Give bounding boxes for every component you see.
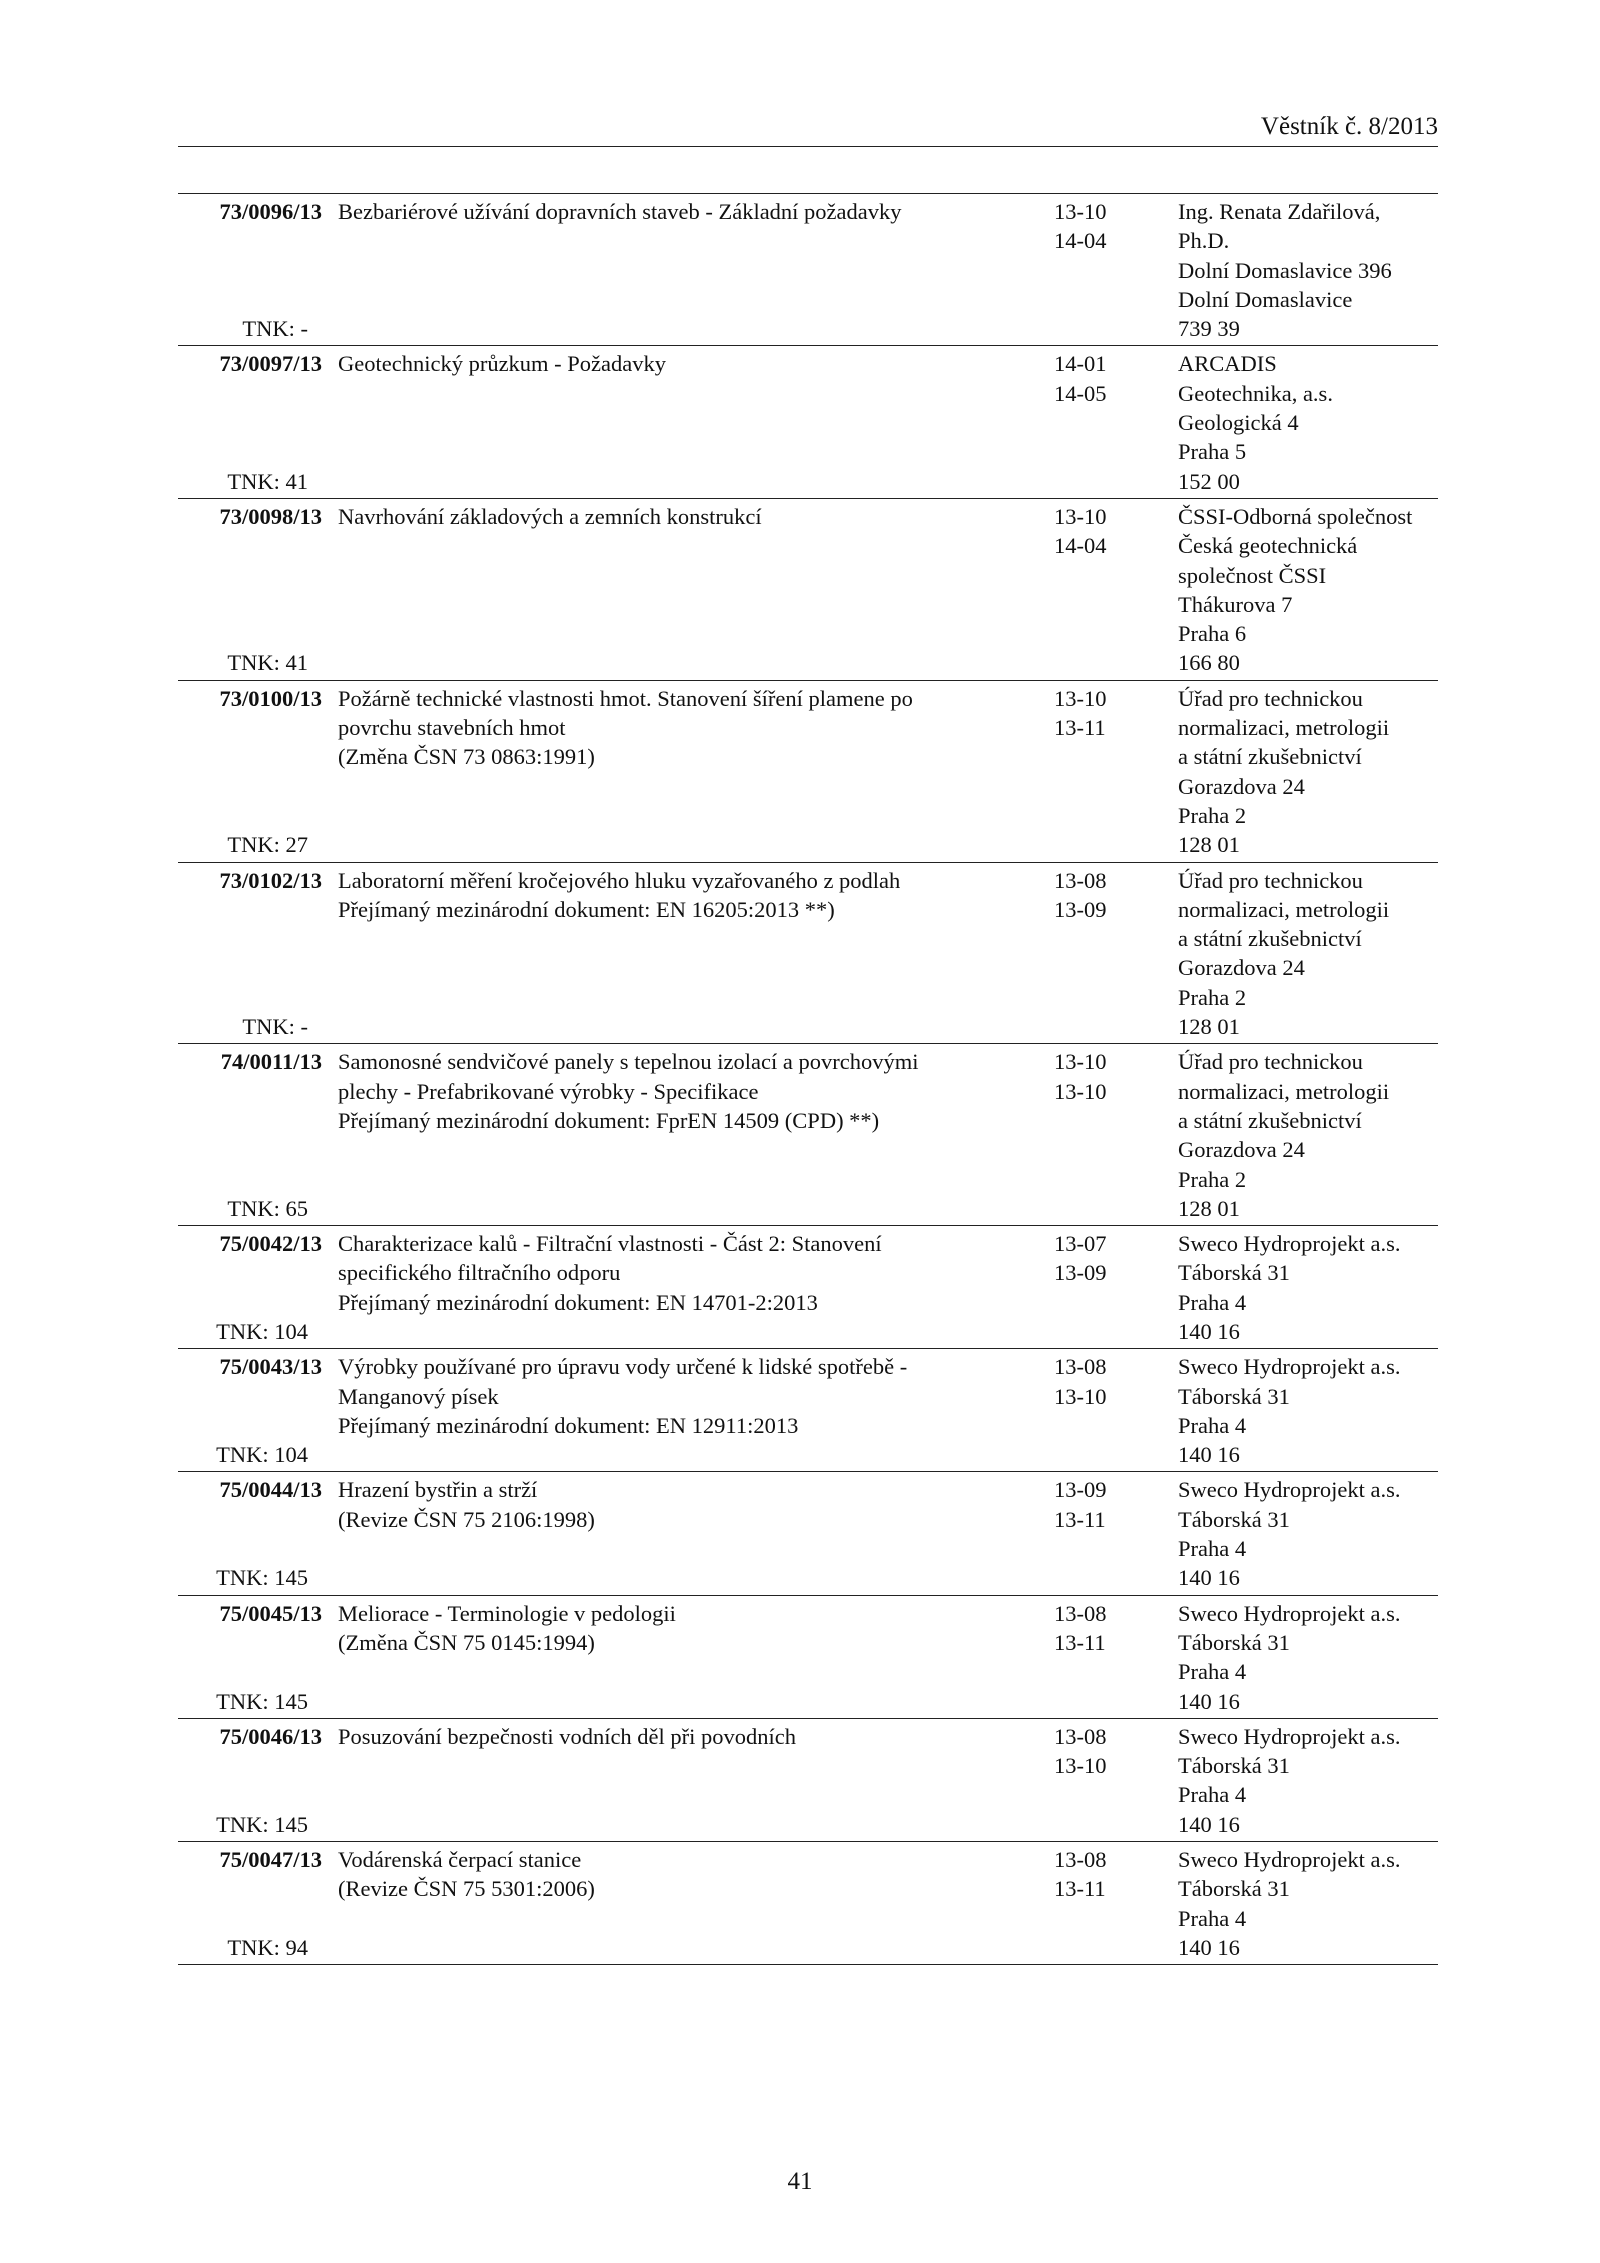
date-value: 13-08: [1054, 1723, 1107, 1749]
standard-number-cell: [178, 1722, 328, 1839]
tnk-label: TNK: -: [242, 316, 308, 342]
address-line: Ph.D.: [1178, 228, 1230, 254]
address-cell: [1178, 1845, 1438, 1962]
address-line: Sweco Hydroprojekt a.s.: [1178, 1477, 1401, 1503]
table-row: [178, 1044, 1438, 1226]
standard-number-cell: [178, 684, 328, 860]
title-line: Vodárenská čerpací stanice: [338, 1847, 582, 1873]
standard-number-cell: [178, 502, 328, 678]
standard-number: 75/0047/13: [219, 1847, 322, 1873]
address-line: Táborská 31: [1178, 1260, 1290, 1286]
date-value: 14-01: [1054, 351, 1107, 377]
tnk-label: TNK: 94: [227, 1934, 308, 1960]
date-value: 13-09: [1054, 1477, 1107, 1503]
dates-cell: [1048, 866, 1178, 1042]
tnk-label: TNK: 41: [227, 650, 308, 676]
address-line: 140 16: [1178, 1811, 1240, 1837]
tnk-label: TNK: 27: [227, 832, 308, 858]
address-line: Táborská 31: [1178, 1383, 1290, 1409]
title-line: plechy - Prefabrikované výrobky - Specifikace: [338, 1078, 759, 1104]
address-line: Praha 4: [1178, 1412, 1247, 1438]
title-cell: [328, 197, 1048, 343]
dates-cell: [1048, 1599, 1178, 1716]
address-line: Úřad pro technickou: [1178, 685, 1363, 711]
standard-number: 73/0097/13: [219, 351, 322, 377]
title-line: Samonosné sendvičové panely s tepelnou izolací a povrchovými: [338, 1049, 919, 1075]
address-line: a státní zkušebnictví: [1178, 744, 1362, 770]
standard-number: 73/0100/13: [219, 685, 322, 711]
date-value: 13-11: [1054, 715, 1106, 741]
standard-number: 75/0042/13: [219, 1231, 322, 1257]
standard-number: 74/0011/13: [220, 1049, 322, 1075]
address-cell: [1178, 1229, 1438, 1346]
address-line: 140 16: [1178, 1688, 1240, 1714]
date-value: 13-11: [1054, 1506, 1106, 1532]
address-line: Ing. Renata Zdařilová,: [1178, 199, 1381, 224]
dates-cell: [1048, 1352, 1178, 1469]
title-line: povrchu stavebních hmot: [338, 715, 566, 741]
standard-number-cell: [178, 1352, 328, 1469]
title-line: Přejímaný mezinárodní dokument: EN 12911:2013: [338, 1412, 799, 1438]
date-value: 14-04: [1054, 228, 1107, 254]
standard-number-cell: [178, 1845, 328, 1962]
title-cell: [328, 1599, 1048, 1716]
standard-number: 75/0043/13: [219, 1354, 322, 1380]
title-line: Přejímaný mezinárodní dokument: EN 16205:2013 **): [338, 896, 835, 922]
address-line: Praha 5: [1178, 439, 1247, 465]
address-cell: [1178, 866, 1438, 1042]
title-line: Charakterizace kalů - Filtrační vlastnosti - Část 2: Stanovení: [338, 1231, 882, 1257]
date-value: 13-09: [1054, 896, 1107, 922]
date-value: 13-08: [1054, 1354, 1107, 1380]
title-line: (Revize ČSN 75 2106:1998): [338, 1506, 595, 1532]
tnk-label: TNK: 65: [227, 1195, 308, 1221]
date-value: 13-11: [1054, 1876, 1106, 1902]
address-line: Praha 2: [1178, 984, 1247, 1010]
dates-cell: [1048, 349, 1178, 495]
table-row: [178, 1472, 1438, 1595]
title-line: Přejímaný mezinárodní dokument: EN 14701-2:2013: [338, 1289, 818, 1315]
table-row: [178, 1349, 1438, 1472]
title-cell: [328, 684, 1048, 860]
date-value: 14-05: [1054, 380, 1107, 406]
address-cell: [1178, 197, 1438, 343]
date-value: 13-10: [1054, 685, 1107, 711]
title-cell: [328, 1229, 1048, 1346]
title-cell: [328, 1475, 1048, 1592]
address-line: ČSSI-Odborná společnost: [1178, 503, 1413, 529]
tnk-label: TNK: -: [242, 1014, 308, 1040]
address-line: 128 01: [1178, 1014, 1240, 1040]
dates-cell: [1048, 1475, 1178, 1592]
address-line: Praha 4: [1178, 1659, 1247, 1685]
title-cell: [328, 1352, 1048, 1469]
date-value: 13-08: [1054, 1600, 1107, 1626]
bulletin-title: Věstník č. 8/2013: [1260, 113, 1438, 140]
address-line: a státní zkušebnictví: [1178, 926, 1362, 952]
address-line: Úřad pro technickou: [1178, 867, 1363, 893]
title-line: (Změna ČSN 75 0145:1994): [338, 1629, 595, 1655]
address-line: Táborská 31: [1178, 1629, 1290, 1655]
tnk-label: TNK: 145: [216, 1811, 308, 1837]
address-cell: [1178, 1047, 1438, 1223]
title-line: Manganový písek: [338, 1383, 499, 1409]
address-line: Geotechnika, a.s.: [1178, 380, 1333, 406]
page-number: 41: [787, 2168, 813, 2195]
address-line: normalizaci, metrologii: [1178, 715, 1390, 741]
title-line: Přejímaný mezinárodní dokument: FprEN 14509 (CPD) **): [338, 1107, 880, 1133]
standard-number-cell: [178, 197, 328, 343]
standard-number-cell: [178, 1047, 328, 1223]
address-line: Praha 4: [1178, 1905, 1247, 1931]
address-line: 140 16: [1178, 1565, 1240, 1591]
standard-number-cell: [178, 866, 328, 1042]
standard-number: 75/0046/13: [219, 1723, 322, 1749]
table-row: [178, 346, 1438, 498]
standard-number-cell: [178, 1475, 328, 1592]
table-row: [178, 681, 1438, 863]
dates-cell: [1048, 1229, 1178, 1346]
address-line: a státní zkušebnictví: [1178, 1107, 1362, 1133]
standard-number: 75/0045/13: [219, 1600, 322, 1626]
address-line: Táborská 31: [1178, 1876, 1290, 1902]
address-line: 128 01: [1178, 832, 1240, 858]
address-line: Praha 4: [1178, 1782, 1247, 1808]
tnk-label: TNK: 145: [216, 1565, 308, 1591]
address-line: Praha 2: [1178, 802, 1247, 828]
address-line: společnost ČSSI: [1178, 562, 1327, 588]
dates-cell: [1048, 1845, 1178, 1962]
address-line: 140 16: [1178, 1442, 1240, 1468]
address-line: Sweco Hydroprojekt a.s.: [1178, 1600, 1401, 1626]
table-row: [178, 1719, 1438, 1842]
title-line: Posuzování bezpečnosti vodních děl při povodních: [338, 1723, 797, 1749]
tnk-label: TNK: 145: [216, 1688, 308, 1714]
address-line: Praha 6: [1178, 621, 1247, 647]
title-cell: [328, 1722, 1048, 1839]
date-value: 13-08: [1054, 1847, 1107, 1873]
address-line: Thákurova 7: [1178, 591, 1293, 617]
address-line: Sweco Hydroprojekt a.s.: [1178, 1847, 1401, 1873]
table-row: [178, 1226, 1438, 1349]
title-line: Bezbariérové užívání dopravních staveb - Základní požadavky: [338, 199, 902, 224]
address-cell: [1178, 1352, 1438, 1469]
title-cell: [328, 502, 1048, 678]
table-row: [178, 499, 1438, 681]
tnk-label: TNK: 104: [216, 1318, 308, 1344]
address-cell: [1178, 1475, 1438, 1592]
title-line: Meliorace - Terminologie v pedologii: [338, 1600, 676, 1626]
standard-number: 73/0098/13: [219, 503, 322, 529]
date-value: 13-10: [1054, 1078, 1107, 1104]
address-line: 140 16: [1178, 1934, 1240, 1960]
date-value: 13-08: [1054, 867, 1107, 893]
title-cell: [328, 349, 1048, 495]
address-line: Sweco Hydroprojekt a.s.: [1178, 1231, 1401, 1257]
date-value: 13-07: [1054, 1231, 1107, 1257]
title-line: (Revize ČSN 75 5301:2006): [338, 1876, 595, 1902]
address-line: Sweco Hydroprojekt a.s.: [1178, 1723, 1401, 1749]
table-row: [178, 863, 1438, 1045]
tnk-label: TNK: 41: [227, 468, 308, 494]
address-cell: [1178, 349, 1438, 495]
address-line: Dolní Domaslavice 396: [1178, 257, 1392, 283]
address-cell: [1178, 1722, 1438, 1839]
address-line: Dolní Domaslavice: [1178, 286, 1353, 312]
title-cell: [328, 866, 1048, 1042]
standard-number: 75/0044/13: [219, 1477, 322, 1503]
address-line: normalizaci, metrologii: [1178, 1078, 1390, 1104]
address-line: Česká geotechnická: [1178, 533, 1358, 559]
standard-number: 73/0096/13: [219, 199, 322, 224]
title-line: Geotechnický průzkum - Požadavky: [338, 351, 667, 377]
date-value: 13-10: [1054, 1049, 1107, 1075]
address-line: Gorazdova 24: [1178, 1137, 1305, 1163]
address-line: normalizaci, metrologii: [1178, 896, 1390, 922]
table-row: [178, 1596, 1438, 1719]
date-value: 13-10: [1054, 503, 1107, 529]
title-cell: [328, 1845, 1048, 1962]
tnk-label: TNK: 104: [216, 1442, 308, 1468]
address-line: 140 16: [1178, 1318, 1240, 1344]
address-line: Praha 2: [1178, 1166, 1247, 1192]
standards-table: [178, 193, 1438, 1965]
dates-cell: [1048, 1047, 1178, 1223]
standard-number-cell: [178, 1599, 328, 1716]
date-value: 13-11: [1054, 1629, 1106, 1655]
address-line: 739 39: [1178, 316, 1240, 342]
dates-cell: [1048, 1722, 1178, 1839]
title-line: Navrhování základových a zemních konstrukcí: [338, 503, 762, 529]
title-line: Požárně technické vlastnosti hmot. Stanovení šíření plamene po: [338, 685, 913, 711]
address-cell: [1178, 1599, 1438, 1716]
address-line: Geologická 4: [1178, 410, 1299, 436]
address-cell: [1178, 502, 1438, 678]
date-value: 14-04: [1054, 533, 1107, 559]
title-line: Laboratorní měření kročejového hluku vyzařovaného z podlah: [338, 867, 901, 893]
table-row: [178, 1842, 1438, 1965]
page-header: [178, 112, 1438, 147]
standard-number: 73/0102/13: [219, 867, 322, 893]
address-line: Praha 4: [1178, 1289, 1247, 1315]
dates-cell: [1048, 197, 1178, 343]
date-value: 13-09: [1054, 1260, 1107, 1286]
date-value: 13-10: [1054, 199, 1107, 224]
table-row: [178, 194, 1438, 346]
title-line: Výrobky používané pro úpravu vody určené k lidské spotřebě -: [338, 1354, 908, 1380]
address-line: Úřad pro technickou: [1178, 1049, 1363, 1075]
address-line: Táborská 31: [1178, 1753, 1290, 1779]
title-cell: [328, 1047, 1048, 1223]
standard-number-cell: [178, 349, 328, 495]
standard-number-cell: [178, 1229, 328, 1346]
date-value: 13-10: [1054, 1753, 1107, 1779]
date-value: 13-10: [1054, 1383, 1107, 1409]
address-line: ARCADIS: [1178, 351, 1277, 377]
address-line: Táborská 31: [1178, 1506, 1290, 1532]
address-line: Praha 4: [1178, 1536, 1247, 1562]
dates-cell: [1048, 502, 1178, 678]
title-line: (Změna ČSN 73 0863:1991): [338, 744, 595, 770]
dates-cell: [1048, 684, 1178, 860]
title-line: Hrazení bystřin a strží: [338, 1477, 538, 1503]
title-line: specifického filtračního odporu: [338, 1260, 621, 1286]
address-line: Gorazdova 24: [1178, 773, 1305, 799]
address-line: 166 80: [1178, 650, 1240, 676]
address-cell: [1178, 684, 1438, 860]
address-line: Gorazdova 24: [1178, 955, 1305, 981]
address-line: 128 01: [1178, 1195, 1240, 1221]
address-line: 152 00: [1178, 468, 1240, 494]
address-line: Sweco Hydroprojekt a.s.: [1178, 1354, 1401, 1380]
